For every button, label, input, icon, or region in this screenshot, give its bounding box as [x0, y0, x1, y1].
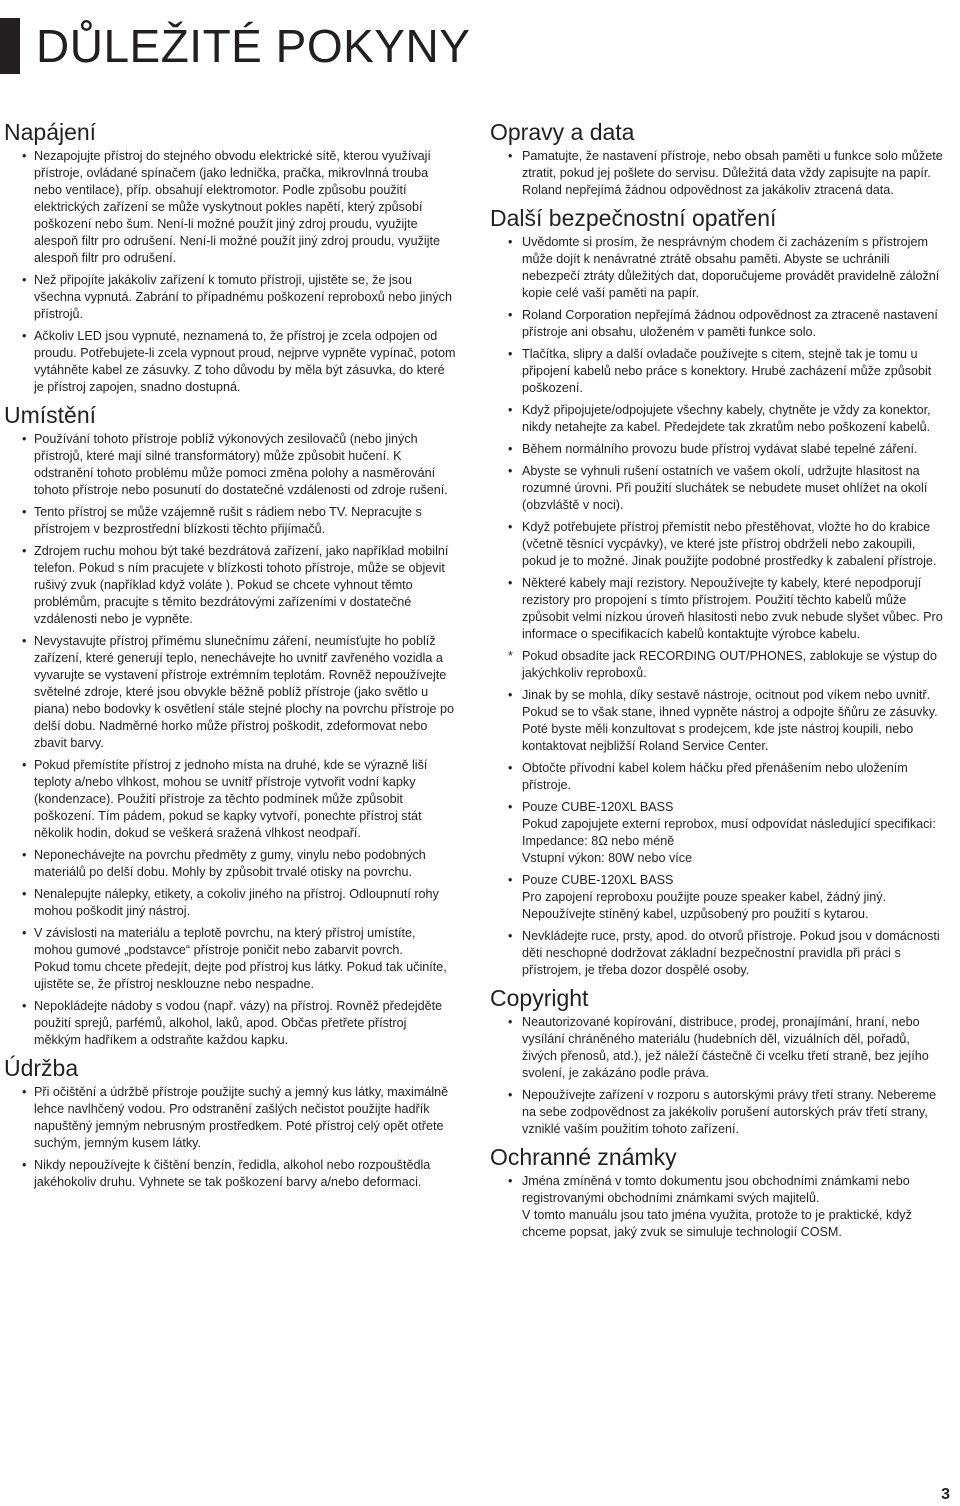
list-item [490, 872, 946, 923]
section-ochranne-znamky [490, 1143, 946, 1241]
bullet-icon: • [22, 1158, 27, 1172]
section-dalsi-bezpecnostni-opatreni [490, 204, 946, 979]
item-text: Nevystavujte přístroj přímému slunečnímu záření, neumísťujte ho poblíž zařízení, které generují teplo, nenechávejte ho uvnitř zavřeného vozidla a vyvarujte se vystavení přístroje extrémním teplotám. Rovněž nepoužívejte světelné zdroje, které jsou obvykle běžně poblíž přístroje (jako světlo u piana) nebo bodovky k osvětlení stále stejné plochy na povrchu přístroje po delší dobu. Nadměrné horko může přístroj poškodit, zdeformovat nebo zbavit barvy. [34, 634, 455, 750]
bullet-icon: • [508, 235, 513, 249]
item-text: Pamatujte, že nastavení přístroje, nebo obsah paměti u funkce solo můžete ztratit, pokud jej pošlete do servisu. Důležitá data vždy zapisujte na papír. Roland nepřejímá žádnou odpovědnost za jakákoliv ztracená data. [522, 149, 943, 197]
item-text: Zdrojem ruchu mohou být také bezdrátová zařízení, jako například mobilní telefon. Pokud s ním pracujete v blízkosti tohoto přístroje, může se objevit rušivý zvuk (například když voláte ). Pokud se chcete vyhnout těmto problémům, pracujte s těmito bezdrátovými zařízeními v dostatečné vzdálenosti nebo je vypněte. [34, 544, 449, 626]
list-item [490, 234, 946, 302]
list-item [490, 1173, 946, 1241]
item-text: Uvědomte si prosím, že nesprávným chodem či zacházením s přístrojem může dojít k nenávratné ztrátě obsahu paměti. Abyste se uchránili nebezpečí ztráty důležitých dat, doporučujeme provádět pravidelně záložní kopie celé vaší paměti na papír. [522, 235, 940, 300]
item-text: Tento přístroj se může vzájemně rušit s rádiem nebo TV. Nepracujte s přístrojem v bezprostřední blízkosti těchto přijímačů. [34, 505, 422, 536]
list-item [490, 519, 946, 570]
list-item [4, 504, 456, 538]
item-text: Než připojíte jakákoliv zařízení k tomuto přístroji, ujistěte se, že jsou všechna vypnutá. Zabrání to případnému poškození reproboxů nebo jiných přístrojů. [34, 273, 452, 321]
bullet-icon: • [508, 442, 513, 456]
bullet-icon: • [508, 1015, 513, 1029]
list-item [490, 307, 946, 341]
list-item [490, 402, 946, 436]
list-item [490, 1014, 946, 1082]
item-text: Když připojujete/odpojujete všechny kabely, chytněte je vždy za konektor, nikdy netahejte za kabel. Předejdete tak zkratům nebo poškození kabelů. [522, 403, 931, 434]
bullet-icon: • [22, 634, 27, 648]
item-text: Obtočte přívodní kabel kolem háčku před přenášením nebo uložením přístroje. [522, 761, 908, 792]
bullet-icon: • [508, 520, 513, 534]
list-item [4, 1157, 456, 1191]
bullet-icon: • [508, 1088, 513, 1102]
bullet-icon: • [508, 149, 513, 163]
bullet-icon: • [508, 929, 513, 943]
item-list [490, 1014, 946, 1138]
list-item [4, 633, 456, 752]
page-title: DŮLEŽITÉ POKYNY [36, 20, 471, 72]
section-heading: Copyright [490, 985, 589, 1011]
list-item [4, 328, 456, 396]
list-item [490, 928, 946, 979]
page-number: 3 [941, 1486, 950, 1503]
bullet-icon: • [22, 329, 27, 343]
item-text: Pouze CUBE-120XL BASS Pro zapojení reproboxu použijte pouze speaker kabel, žádný jiný. Nepoužívejte stíněný kabel, uzpůsobený pro použití s kytarou. [522, 873, 887, 921]
section-heading: Napájení [4, 119, 97, 145]
item-text: Pokud přemístíte přístroj z jednoho místa na druhé, kde se výrazně liší teploty a/nebo vlhkost, mohou se uvnitř přístroje vytvořit vodní kapky (kondenzace). Použití přístroje za těchto podmínek může způsobit poškození. Tím pádem, pokud se kapky vytvoří, ponechte přístroj stát několik hodin, dokud se veškerá sražená vlhkost neodpaří. [34, 758, 428, 840]
section-heading: Umístění [4, 402, 97, 428]
item-text: Když potřebujete přístroj přemístit nebo přestěhovat, vložte ho do krabice (včetně těsnící vycpávky), ve které jste přístroj obdrželi nebo zakoupili, pokud je to možné. Jinak použijte podobné prostředky k zabalení přístroje. [522, 520, 937, 568]
list-item [490, 799, 946, 867]
list-item [490, 575, 946, 643]
section-heading: Opravy a data [490, 119, 635, 145]
item-text: Tlačítka, slipry a další ovladače používejte s citem, stejně tak je tomu u připojení kabelů nebo práce s konektory. Hrubé zacházení může způsobit poškození. [522, 347, 932, 395]
section-copyright [490, 984, 946, 1138]
item-list [4, 1084, 456, 1191]
item-list [490, 148, 946, 199]
list-item [4, 757, 456, 842]
list-item [4, 847, 456, 881]
left-column [4, 118, 456, 1196]
list-item [4, 272, 456, 323]
item-text: Jinak by se mohla, díky sestavě nástroje, ocitnout pod víkem nebo uvnitř. Pokud se to však stane, ihned vypněte nástroj a odpojte šňůru ze zásuvky. Poté byste měli konzultovat s prodejcem, kde jste nástroj koupili, nebo kontaktovat nejbližší Roland Service Center. [522, 688, 938, 753]
item-text: Nezapojujte přístroj do stejného obvodu elektrické sítě, kterou využívají přístroje, ovládané spínačem (jako lednička, pračka, mikrovlnná trouba nebo ventilace), příp. obsahují elektromotor. Podle způsobu použití elektrických zařízení se může vyskytnout pokles napětí, který způsobí poškození nebo šum. Není-li možné použít jiný zdroj proudu, využijte alespoň filtr pro odrušení. Není-li možné použít jiný zdroj proudu, využijte alespoň filtr pro odrušení. [34, 149, 441, 265]
bullet-icon: • [508, 347, 513, 361]
bullet-icon: • [22, 926, 27, 940]
list-item [490, 687, 946, 755]
item-text: Neautorizované kopírování, distribuce, prodej, pronajímání, hraní, nebo vysílání chráněného materiálu (hudebních děl, vizuálních děl, pořadů, živých přenosů, atd.), jež náleží částečně či vcelku třetí straně, bez jejího svolení, je zakázáno podle práva. [522, 1015, 929, 1080]
list-item [4, 148, 456, 267]
list-item [490, 148, 946, 199]
list-item [4, 543, 456, 628]
item-text: Roland Corporation nepřejímá žádnou odpovědnost za ztracené nastavení přístroje ani obsahu, uloženém v paměti funkce solo. [522, 308, 938, 339]
item-text: Nenalepujte nálepky, etikety, a cokoliv jiného na přístroj. Odloupnutí rohy mohou poškodit jiný nástroj. [34, 887, 439, 918]
item-text: Jména zmíněná v tomto dokumentu jsou obchodními známkami nebo registrovanými obchodními známkami svých majitelů. V tomto manuálu jsou tato jména využita, protože to je praktické, když chceme popsat, jaký zvuk se simuluje technologií COSM. [522, 1174, 912, 1239]
bullet-icon: • [508, 873, 513, 887]
list-item [4, 925, 456, 993]
bullet-icon: • [22, 887, 27, 901]
bullet-icon: • [22, 432, 27, 446]
item-text: Pouze CUBE-120XL BASS Pokud zapojujete externí reprobox, musí odpovídat následující specifikaci: Impedance: 8Ω nebo méně Vstupní výkon: 80W nebo více [522, 800, 936, 865]
item-list [4, 148, 456, 396]
bullet-icon: • [508, 1174, 513, 1188]
asterisk-marker: * [508, 649, 513, 663]
list-item [4, 998, 456, 1049]
section-heading: Další bezpečnostní opatření [490, 205, 777, 231]
list-item [4, 886, 456, 920]
bullet-icon: • [22, 758, 27, 772]
item-text: Ačkoliv LED jsou vypnuté, neznamená to, že přístroj je zcela odpojen od proudu. Potřebujete-li zcela vypnout proud, nejprve vypněte vypínač, potom vytáhněte kabel ze zásuvky. Z toho důvodu by měla být zásuvka, do které je přístroj zapojen, snadno dostupná. [34, 329, 456, 394]
bullet-icon: • [22, 505, 27, 519]
section-udrzba [4, 1054, 456, 1191]
section-opravy-a-data [490, 118, 946, 199]
list-item [4, 431, 456, 499]
bullet-icon: • [508, 761, 513, 775]
bullet-icon: • [22, 1085, 27, 1099]
bullet-icon: • [508, 308, 513, 322]
item-text: Během normálního provozu bude přístroj vydávat slabé tepelné záření. [522, 442, 918, 456]
list-item [490, 346, 946, 397]
bullet-icon: • [508, 403, 513, 417]
bullet-icon: • [22, 848, 27, 862]
bullet-icon: • [508, 576, 513, 590]
bullet-icon: • [22, 149, 27, 163]
item-text: Při očištění a údržbě přístroje použijte suchý a jemný kus látky, maximálně lehce navlhčený vodou. Pro odstranění zašlých nečistot použijte hadřík napuštěný jemným nebrusným prostředkem. Poté přístroj celý opět otřete suchým, jemným kusem látky. [34, 1085, 449, 1150]
section-heading: Údržba [4, 1055, 79, 1081]
item-list [490, 234, 946, 979]
bullet-icon: • [22, 273, 27, 287]
title-accent-bar [0, 18, 20, 74]
section-umisteni [4, 401, 456, 1049]
bullet-icon: • [22, 544, 27, 558]
item-text: Nevkládejte ruce, prsty, apod. do otvorů přístroje. Pokud jsou v domácnosti děti neschopné dodržovat základní bezpečnostní pravidla při práci s přístrojem, je třeba dozor dospělé osoby. [522, 929, 940, 977]
section-napajeni [4, 118, 456, 396]
list-item [490, 441, 946, 458]
bullet-icon: • [22, 999, 27, 1013]
item-list [4, 431, 456, 1049]
list-item [490, 1087, 946, 1138]
item-text: Nepoužívejte zařízení v rozporu s autorskými právy třetí strany. Nebereme na sebe zodpovědnost za jakékoliv porušení autorských práv třetí strany, vzniklé vaším použitím tohoto zařízení. [522, 1088, 937, 1136]
item-text: Neponechávejte na povrchu předměty z gumy, vinylu nebo podobných materiálů po delší dobu. Mohly by způsobit trvalé otisky na povrchu. [34, 848, 426, 879]
item-list [490, 1173, 946, 1241]
list-item [490, 648, 946, 682]
item-text: Nikdy nepoužívejte k čištění benzín, ředidla, alkohol nebo rozpouštědla jakéhokoliv druhu. Vyhnete se tak poškození barvy a/nebo deformaci. [34, 1158, 431, 1189]
section-heading: Ochranné známky [490, 1144, 677, 1170]
list-item [490, 760, 946, 794]
list-item [4, 1084, 456, 1152]
item-text: Abyste se vyhnuli rušení ostatních ve vašem okolí, udržujte hlasitost na rozumné úrovni. Při použití sluchátek se nebudete muset ohlížet na okolí (obzvláště v noci). [522, 464, 928, 512]
item-text: Pokud obsadíte jack RECORDING OUT/PHONES, zablokuje se výstup do jakýchkoliv reproboxů. [522, 649, 938, 680]
bullet-icon: • [508, 688, 513, 702]
bullet-icon: • [508, 800, 513, 814]
list-item [490, 463, 946, 514]
item-text: Nepokládejte nádoby s vodou (např. vázy) na přístroj. Rovněž předejděte použití sprejů, parfémů, alkohol, laků, apod. Občas přetřete přístroj měkkým hadříkem a odstraňte každou kapku. [34, 999, 443, 1047]
right-column [490, 118, 946, 1246]
item-text: Používání tohoto přístroje poblíž výkonových zesilovačů (nebo jiných přístrojů, které mají silné transformátory) může způsobit hučení. K odstranění tohoto problému může pomoci změna polohy a nasměrování tohoto přístroje nebo posunutí do dostatečné vzdálenosti od zdroje rušení. [34, 432, 448, 497]
item-text: Některé kabely mají rezistory. Nepoužívejte ty kabely, které nepodporují rezistory pro propojení s tímto přístrojem. Použití těchto kabelů může způsobit velmi nízkou úroveň hlasitosti nebo zvuk nebude slyšet vůbec. Pro informace o specifikacích kabelů kontaktujte výrobce kabelu. [522, 576, 943, 641]
item-text: V závislosti na materiálu a teplotě povrchu, na který přístroj umístíte, mohou gumové „podstavce“ přístroje poničit nebo zabarvit povrch. Pokud tomu chcete předejít, dejte pod přístroj kus látky. Pokud tak učiníte, ujistěte se, že přístroj nesklouzne nebo nespadne. [34, 926, 447, 991]
bullet-icon: • [508, 464, 513, 478]
